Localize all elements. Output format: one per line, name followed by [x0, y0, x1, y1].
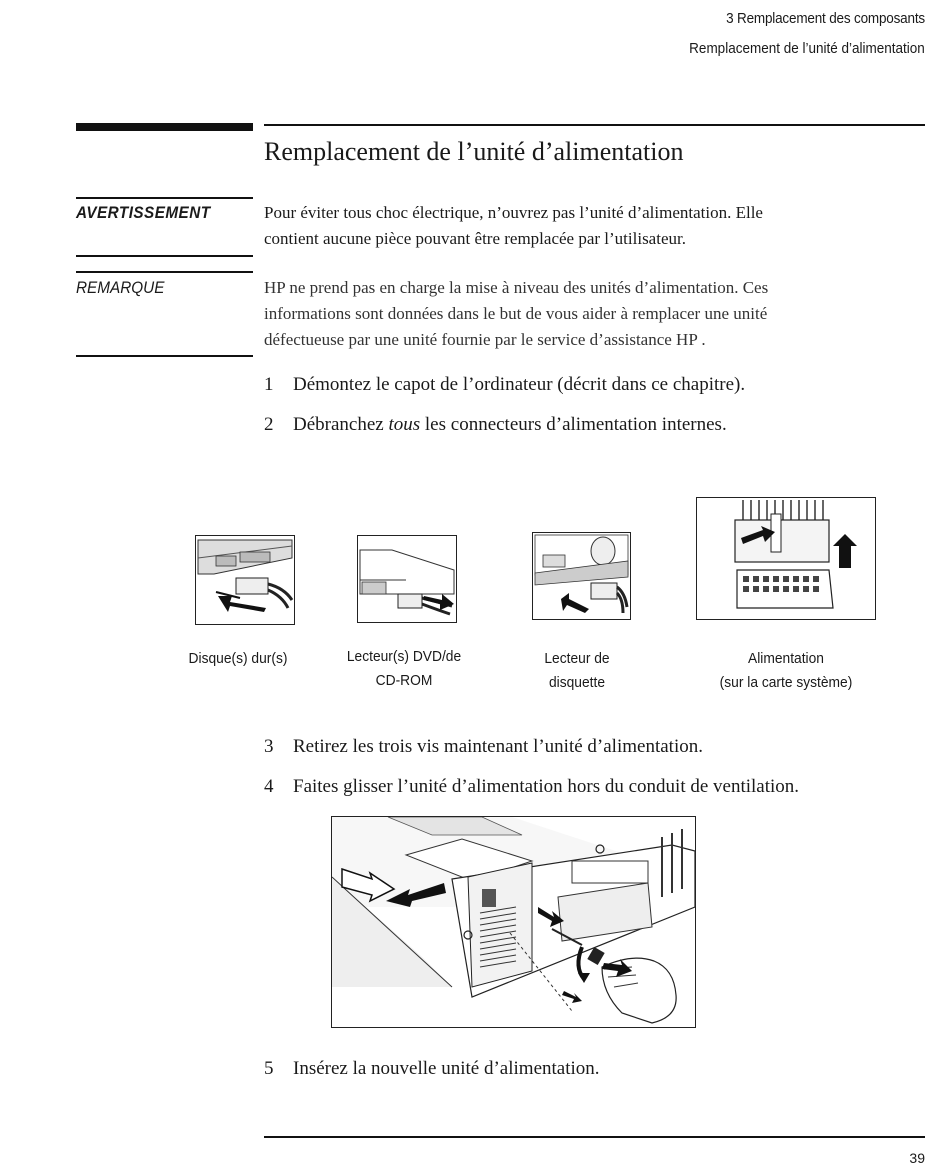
step-text: Faites glisser l’unité d’alimentation hors du conduit de ventilation.	[293, 776, 800, 797]
step-4	[264, 776, 799, 798]
note-label: REMARQUE	[76, 278, 165, 297]
step-text: Insérez la nouvelle unité d’alimentation.	[293, 1058, 600, 1079]
note-line-1: HP ne prend pas en charge la mise à niveau des unités d’alimentation. Ces	[264, 278, 769, 297]
title-rule	[264, 124, 925, 126]
step-number: 5	[264, 1058, 274, 1079]
warning-top-rule	[76, 197, 253, 199]
footer-rule	[264, 1136, 925, 1138]
warning-label: AVERTISSEMENT	[76, 203, 211, 222]
dvd-connector-icon	[357, 535, 457, 623]
caption-power	[707, 647, 865, 695]
title-thick-rule	[76, 123, 253, 131]
warning-line-1: Pour éviter tous choc électrique, n’ouvrez pas l’unité d’alimentation. Elle	[264, 203, 763, 222]
step-text: Démontez le capot de l’ordinateur (décrit dans ce chapitre).	[293, 374, 746, 395]
note-text	[264, 275, 904, 353]
caption-line: Disque(s) dur(s)	[188, 650, 288, 667]
caption-line: (sur la carte système)	[719, 674, 853, 691]
caption-line: Alimentation	[748, 650, 824, 667]
caption-line: CD-ROM	[375, 672, 433, 689]
warning-text	[264, 200, 904, 252]
caption-floppy	[517, 647, 637, 695]
note-line-2: informations sont données dans le but de vous aider à remplacer une unité	[264, 304, 768, 323]
motherboard-power-connector-icon	[696, 497, 876, 620]
warning-bottom-rule	[76, 255, 253, 257]
note-bottom-rule	[76, 355, 253, 357]
page-number: 39	[909, 1150, 925, 1166]
page-title: Remplacement de l’unité d’alimentation	[264, 137, 684, 166]
note-line-3: défectueuse par une unité fournie par le service d’assistance HP .	[264, 330, 706, 349]
floppy-connector-icon	[532, 532, 631, 620]
step-5	[264, 1058, 600, 1080]
caption-line: Lecteur(s) DVD/de	[346, 648, 462, 665]
running-header-section: Remplacement de l’unité d’alimentation	[689, 40, 925, 57]
running-header-chapter: 3 Remplacement des composants	[726, 10, 925, 27]
step-number: 3	[264, 736, 274, 757]
step-2	[264, 414, 727, 436]
step-text-post: les connecteurs d’alimentation internes.	[420, 414, 727, 435]
step-number: 2	[264, 414, 274, 435]
hard-disk-connector-icon	[195, 535, 295, 625]
step-number: 1	[264, 374, 274, 395]
step-text-emphasis: tous	[388, 414, 421, 435]
step-3	[264, 736, 703, 758]
caption-line: disquette	[548, 674, 606, 691]
note-top-rule	[76, 271, 253, 273]
caption-line: Lecteur de	[544, 650, 610, 667]
warning-line-2: contient aucune pièce pouvant être remplacée par l’utilisateur.	[264, 229, 686, 248]
step-text-pre: Débranchez	[293, 414, 389, 435]
step-1	[264, 374, 745, 396]
step-number: 4	[264, 776, 274, 797]
power-supply-removal-illustration	[331, 816, 696, 1028]
caption-hard-disk	[175, 647, 300, 671]
step-text: Retirez les trois vis maintenant l’unité d’alimentation.	[293, 736, 703, 757]
caption-dvd	[336, 645, 472, 693]
